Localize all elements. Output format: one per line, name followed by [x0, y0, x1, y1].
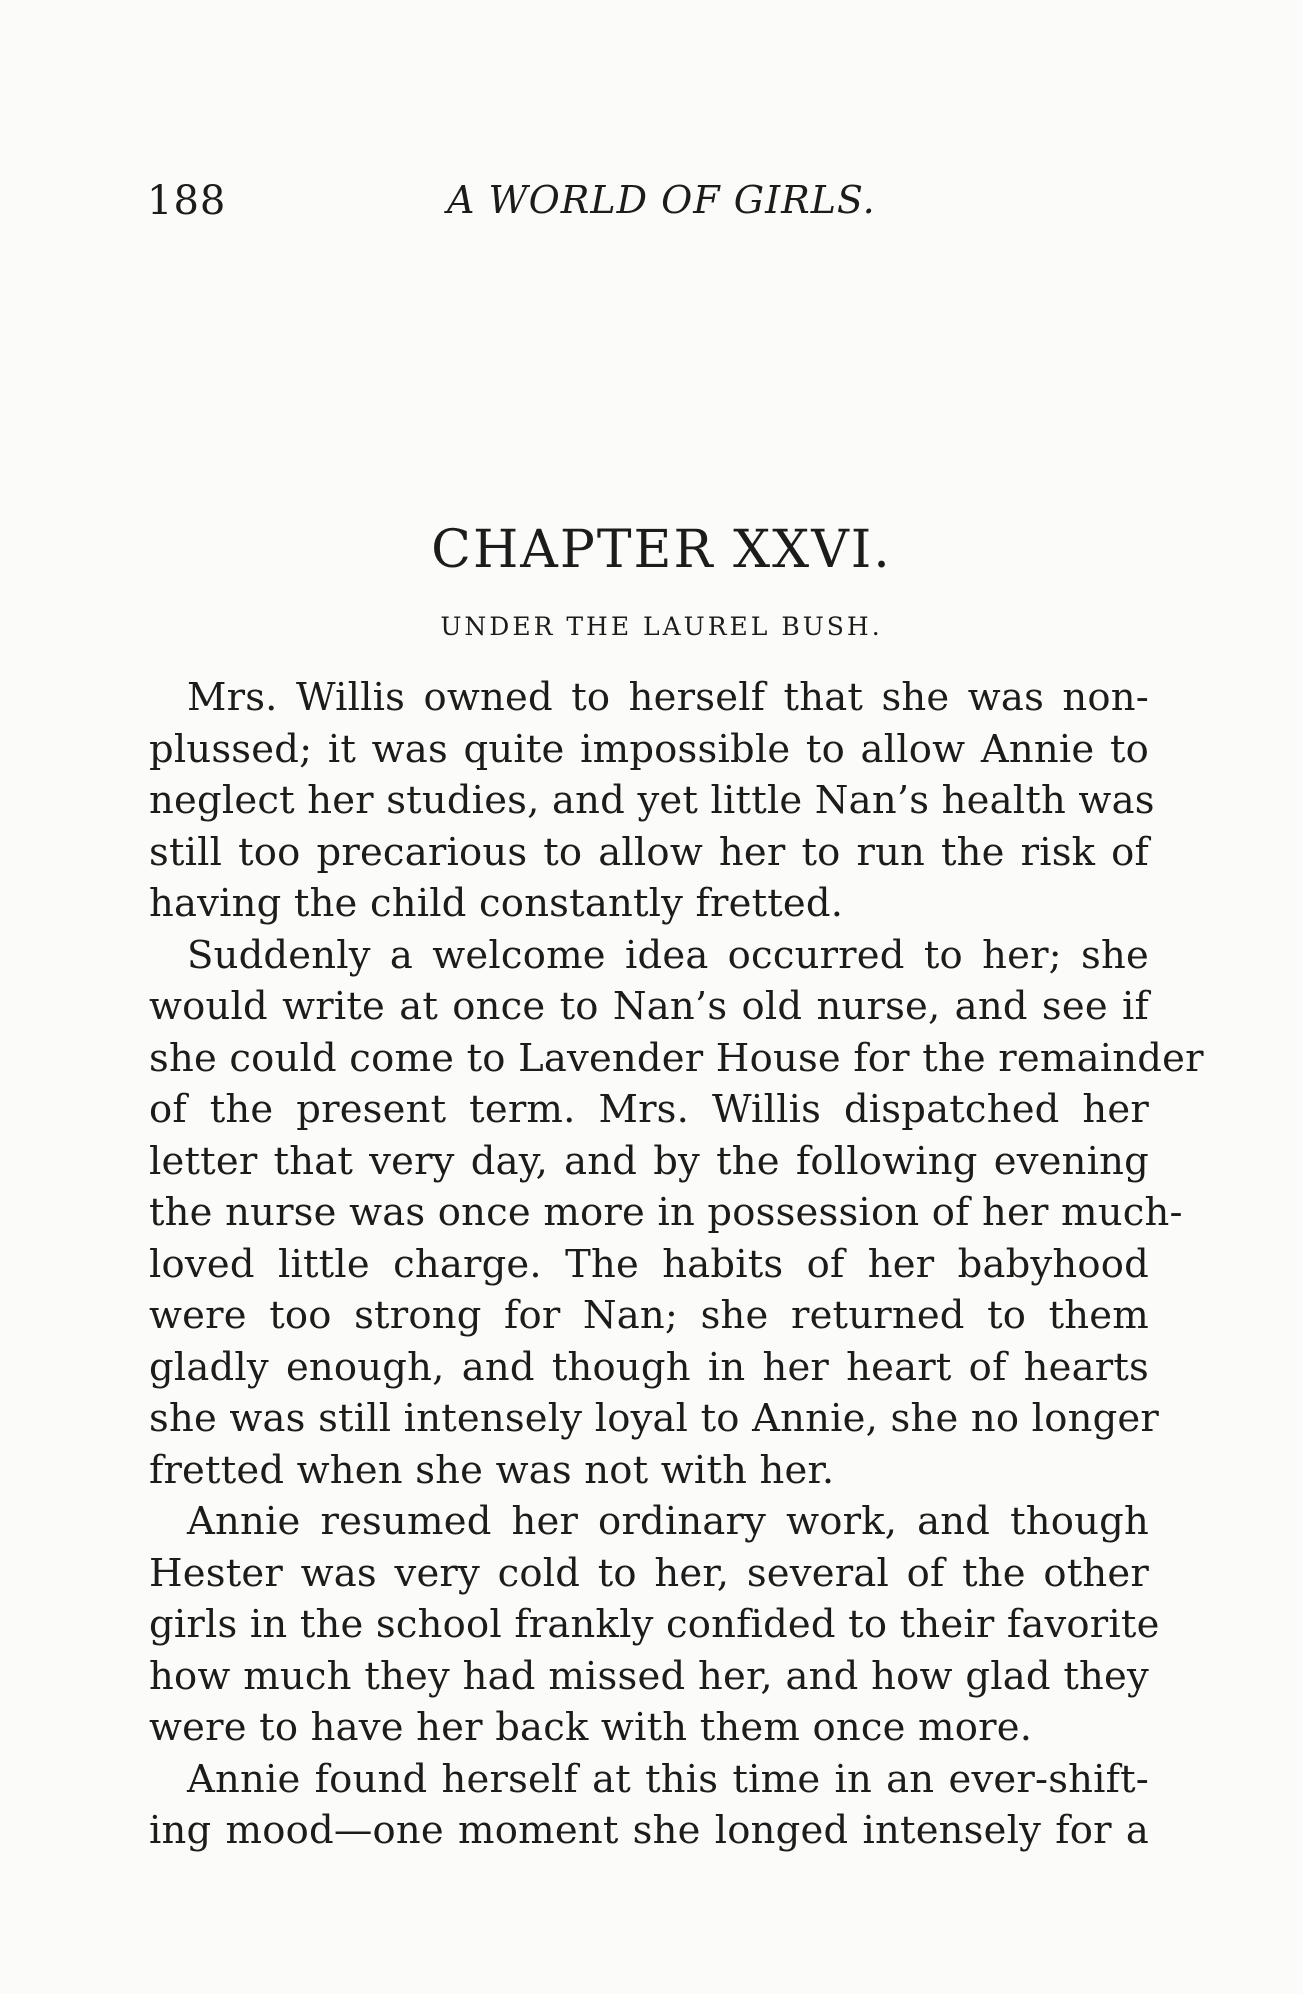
text-line: were to have her back with them once more.	[149, 1705, 1033, 1750]
text-line: Annie resumed her ordinary work, and though	[187, 1499, 1149, 1544]
paragraph-2	[149, 930, 1204, 1497]
text-line: gladly enough, and though in her heart of hearts	[149, 1344, 1149, 1390]
text-line: still too precarious to allow her to run the risk of	[149, 829, 1149, 875]
paragraph-1	[149, 672, 1155, 930]
body-text	[149, 672, 1204, 1857]
text-line: Mrs. Willis owned to herself that she was non-	[187, 675, 1149, 720]
text-line: of the present term. Mrs. Willis dispatched her	[149, 1087, 1149, 1132]
text-line: letter that very day, and by the following evening	[149, 1138, 1149, 1184]
text-line: ing mood—one moment she longed intensely for a	[149, 1808, 1149, 1853]
chapter-heading-text: CHAPTER XXVI.	[431, 520, 892, 580]
text-line: loved little charge. The habits of her babyhood	[149, 1241, 1149, 1287]
text-line: neglect her studies, and yet little Nan’s health was	[149, 778, 1155, 823]
text-line: Suddenly a welcome idea occurred to her; she	[187, 932, 1149, 978]
text-line: fretted when she was not with her.	[149, 1447, 835, 1493]
text-line: girls in the school frankly confided to their favorite	[149, 1602, 1160, 1647]
text-line: would write at once to Nan’s old nurse, and see if	[149, 984, 1149, 1029]
paragraph-3	[149, 1496, 1160, 1754]
text-line: Hester was very cold to her, several of the other	[149, 1550, 1149, 1596]
text-line: Annie found herself at this time in an ever-shift-	[187, 1756, 1149, 1802]
chapter-heading	[0, 520, 1303, 580]
running-title: A WORLD OF GIRLS.	[447, 178, 876, 222]
text-line: were too strong for Nan; she returned to them	[149, 1293, 1149, 1338]
page-number: 188	[147, 178, 227, 224]
text-line: having the child constantly fretted.	[149, 881, 844, 926]
paragraph-4	[149, 1754, 1149, 1857]
text-line: how much they had missed her, and how glad they	[149, 1653, 1149, 1699]
text-line: she was still intensely loyal to Annie, she no longer	[149, 1396, 1160, 1441]
text-line: the nurse was once more in possession of her much-	[149, 1190, 1183, 1235]
running-head	[147, 178, 1147, 228]
text-line: plussed; it was quite impossible to allow Annie to	[149, 726, 1149, 772]
chapter-subtitle-text: UNDER THE LAUREL BUSH.	[440, 612, 883, 641]
text-line: she could come to Lavender House for the remainder	[149, 1035, 1204, 1081]
chapter-subtitle	[0, 612, 1303, 641]
